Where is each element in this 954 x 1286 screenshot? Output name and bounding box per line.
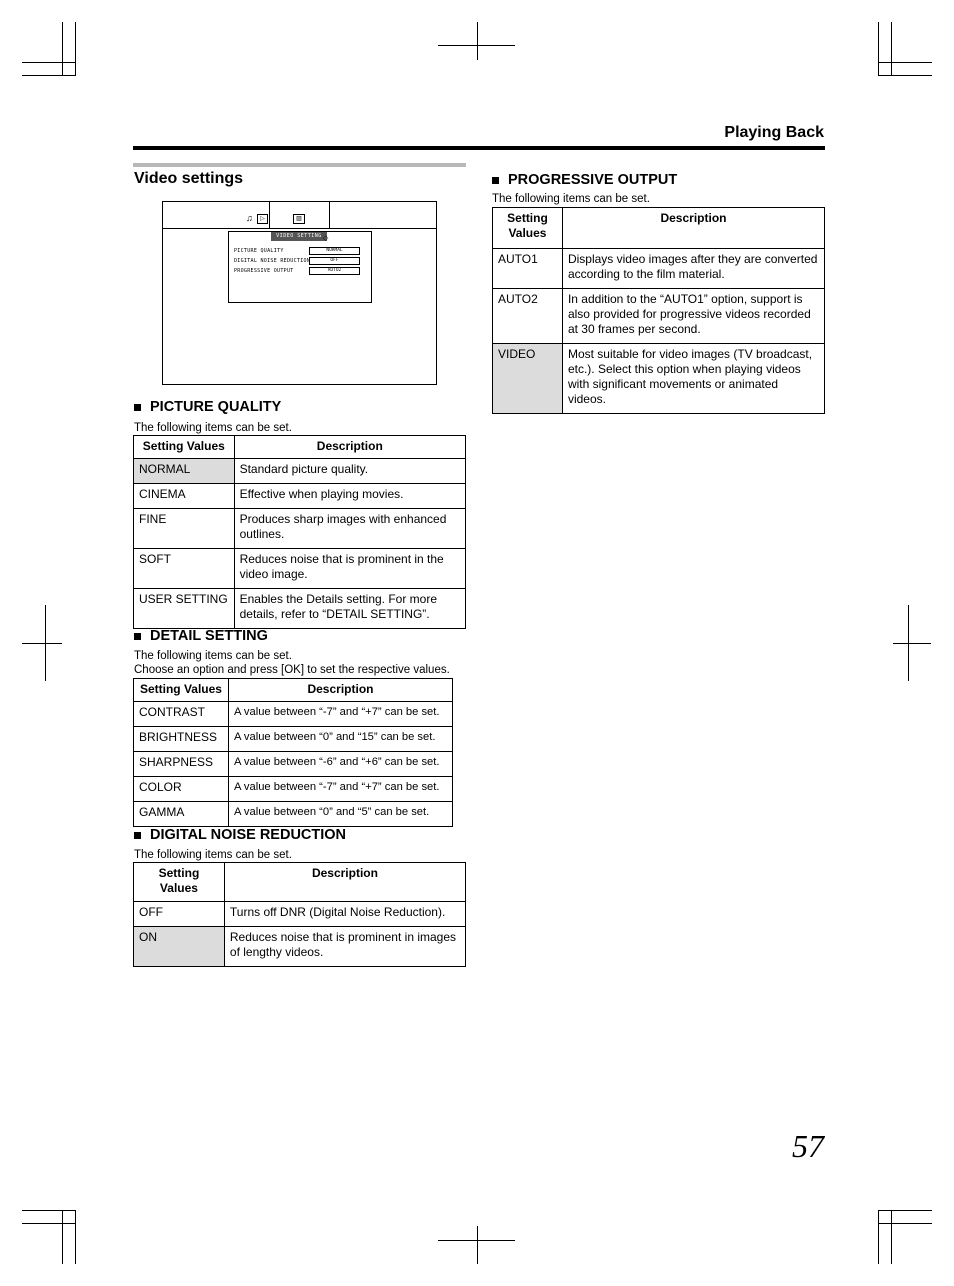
setting-description: Enables the Details setting. For more details, refer to “DETAIL SETTING”. [234,589,465,629]
progressive-output-heading-text: PROGRESSIVE OUTPUT [508,172,678,188]
table-row [134,549,466,589]
menu-title: VIDEO SETTING [271,232,327,241]
table-row [493,344,825,414]
video-setting-screen [162,201,437,385]
col-header: Description [228,679,452,702]
setting-description: A value between “0” and “15” can be set. [228,727,452,752]
table-header-row [134,863,466,902]
bullet-square-icon [492,177,499,184]
setting-description: In addition to the “AUTO1” option, support is also provided for progressive videos recorded at 30 frames per second. [562,289,824,344]
table-row [134,459,466,484]
section-title: Video settings [134,170,244,187]
setting-value: OFF [134,902,225,927]
setting-description: Standard picture quality. [234,459,465,484]
table-row [493,289,825,344]
setting-value: VIDEO [493,344,563,414]
col-header: Setting Values [493,208,563,249]
setting-description: Produces sharp images with enhanced outlines. [234,509,465,549]
setting-value: CINEMA [134,484,235,509]
setting-value: COLOR [134,777,229,802]
setting-description: Displays video images after they are converted according to the film material. [562,249,824,289]
setting-description: Turns off DNR (Digital Noise Reduction). [224,902,465,927]
video-setting-tab [269,202,330,228]
setting-value: SOFT [134,549,235,589]
setting-description: Reduces noise that is prominent in images of lengthy videos. [224,927,465,967]
menu-row-value: NORMAL [309,247,360,255]
table-row [134,702,453,727]
menu-row-label: DIGITAL NOISE REDUCTION [234,258,311,264]
picture-quality-heading-text: PICTURE QUALITY [150,399,282,415]
setting-value: SHARPNESS [134,752,229,777]
picture-quality-intro: The following items can be set. [134,422,292,434]
setting-description: A value between “-7” and “+7” can be set. [228,777,452,802]
menu-row-value: AUTO2 [309,267,360,275]
detail-setting-heading-text: DETAIL SETTING [150,628,268,644]
table-row [493,249,825,289]
col-header: Description [562,208,824,249]
setting-description: Most suitable for video images (TV broadcast, etc.). Select this option when playing videos with significant movements or animated videos. [562,344,824,414]
table-row [134,589,466,629]
table-row [134,927,466,967]
table-row [134,802,453,827]
col-header: Setting Values [134,436,235,459]
menu-row-label: PICTURE QUALITY [234,248,284,254]
setting-description: Reduces noise that is prominent in the video image. [234,549,465,589]
setting-value: BRIGHTNESS [134,727,229,752]
picture-quality-heading [134,399,281,415]
setting-value: FINE [134,509,235,549]
dnr-heading-text: DIGITAL NOISE REDUCTION [150,827,347,843]
bullet-square-icon [134,404,141,411]
detail-setting-table [133,678,453,827]
table-row [134,902,466,927]
setting-value: USER SETTING [134,589,235,629]
setting-description: A value between “-6” and “+6” can be set. [228,752,452,777]
progressive-output-table [492,207,825,414]
detail-setting-intro: The following items can be set. [134,650,292,662]
bullet-square-icon [134,832,141,839]
setting-description: A value between “-7” and “+7” can be set. [228,702,452,727]
setting-value: GAMMA [134,802,229,827]
menu-row-value: OFF [309,257,360,265]
pointer-icon: ◇ [323,235,329,242]
col-header: Setting Values [134,679,229,702]
table-row [134,509,466,549]
page-number: 57 [792,1128,824,1164]
table-header-row [134,436,466,459]
header-title: Playing Back [724,124,824,141]
table-row [134,484,466,509]
setting-value: CONTRAST [134,702,229,727]
dnr-table [133,862,466,967]
video-setting-menu [228,231,372,303]
col-header: Description [224,863,465,902]
picture-quality-table [133,435,466,629]
header-rule [133,146,825,150]
section-rule [133,163,466,167]
setting-value: NORMAL [134,459,235,484]
play-icon: ▷ [257,214,268,224]
music-icon: ♫ [246,213,253,223]
setting-value: AUTO1 [493,249,563,289]
table-row [134,777,453,802]
table-row [134,752,453,777]
dnr-intro: The following items can be set. [134,849,292,861]
table-header-row [493,208,825,249]
menu-row-label: PROGRESSIVE OUTPUT [234,268,294,274]
dnr-heading [134,827,346,843]
col-header: Setting Values [134,863,225,902]
bullet-square-icon [134,633,141,640]
setting-description: Effective when playing movies. [234,484,465,509]
progressive-output-heading [492,172,677,188]
setting-value: AUTO2 [493,289,563,344]
col-header: Description [234,436,465,459]
picture-icon: ▨ [293,214,305,224]
setting-description: A value between “0” and “5” can be set. [228,802,452,827]
progressive-output-intro: The following items can be set. [492,193,650,205]
setting-value: ON [134,927,225,967]
table-header-row [134,679,453,702]
detail-setting-instruction: Choose an option and press [OK] to set the respective values. [134,664,450,676]
table-row [134,727,453,752]
detail-setting-heading [134,628,268,644]
